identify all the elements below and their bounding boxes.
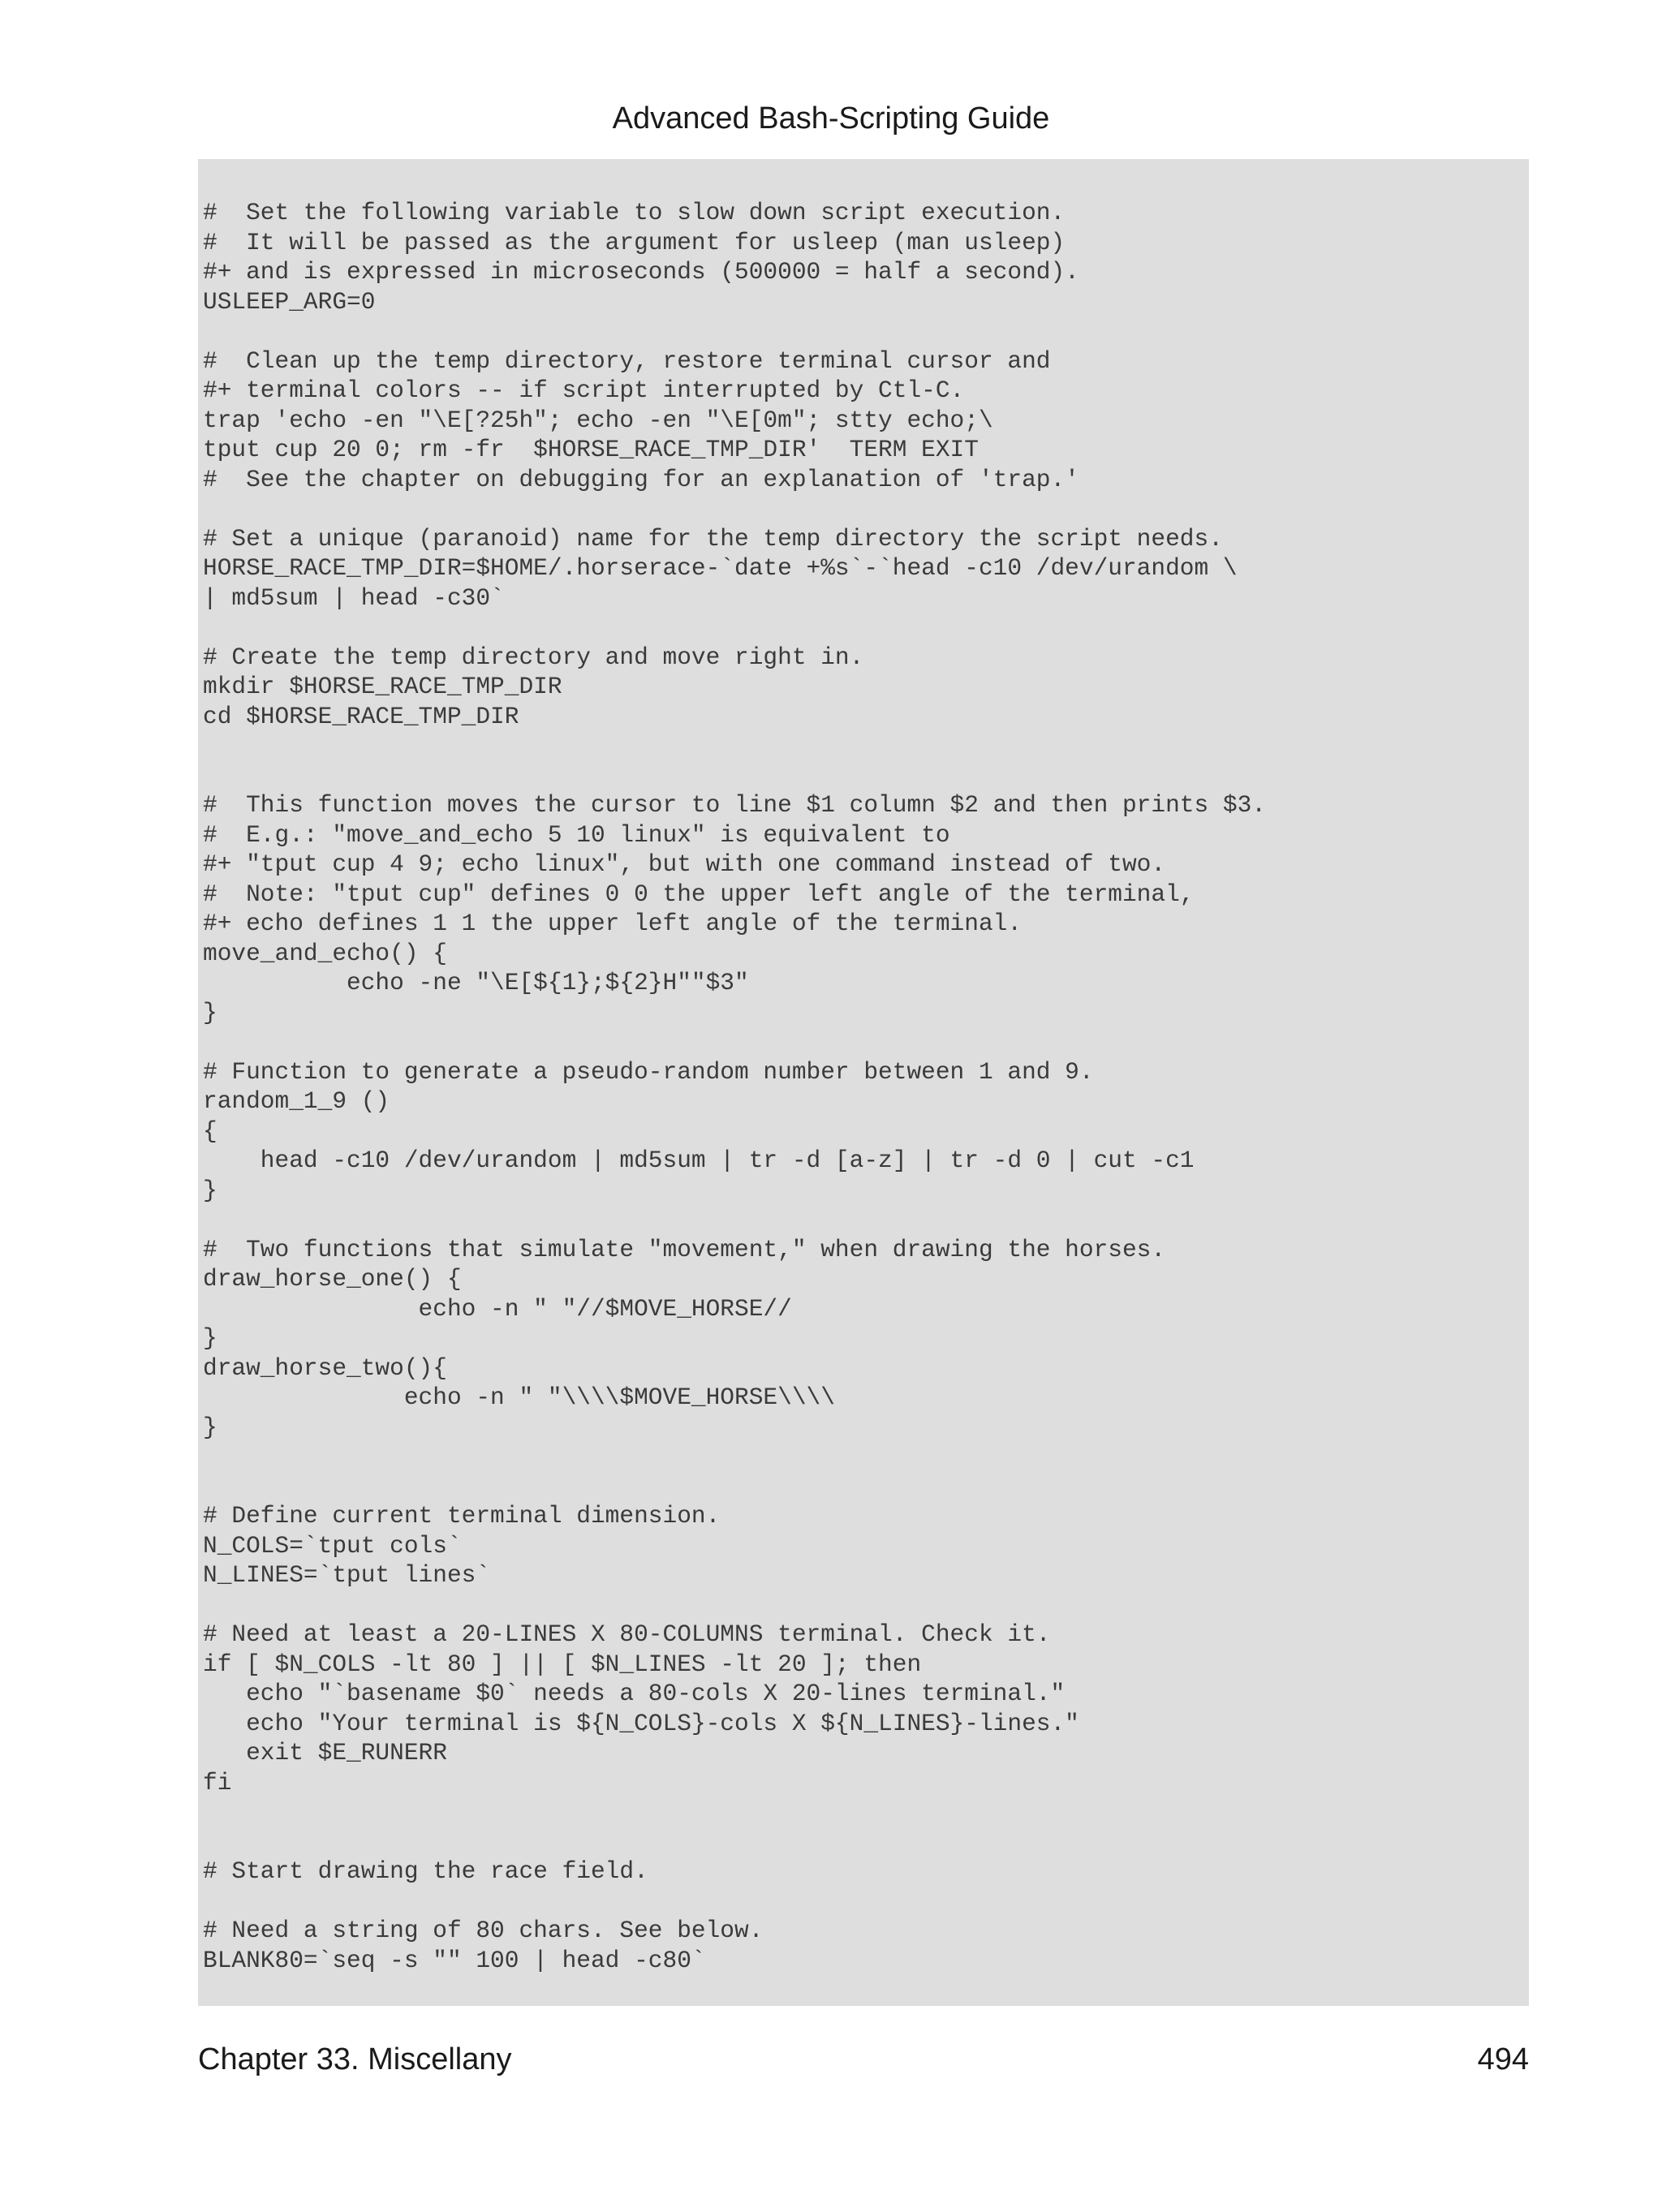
code-line: # Clean up the temp directory, restore terminal cursor and	[203, 346, 1051, 375]
code-line	[203, 494, 1529, 524]
code-line	[203, 1027, 1529, 1057]
code-line: # Set the following variable to slow down script execution.	[203, 199, 1066, 226]
code-line: # This function moves the cursor to line $1 column $2 and then prints $3.	[203, 791, 1267, 819]
code-line: #+ and is expressed in microseconds (500000 = half a second).	[203, 258, 1079, 286]
code-line: # Note: "tput cup" defines 0 0 the upper left angle of the terminal,	[203, 880, 1195, 908]
footer-chapter-title: Chapter 33. Miscellany	[198, 2042, 512, 2076]
code-line: }	[203, 1324, 217, 1352]
code-block	[203, 198, 1529, 1975]
code-line	[203, 1797, 1529, 1827]
code-line: echo -n " "\\\\$MOVE_HORSE\\\\	[203, 1384, 835, 1411]
footer-page-number: 494	[1477, 2042, 1529, 2076]
code-line: cd $HORSE_RACE_TMP_DIR	[203, 702, 519, 730]
code-line: echo "`basename $0` needs a 80-cols X 20-lines terminal."	[203, 1680, 1066, 1707]
page-footer	[198, 2037, 1529, 2082]
code-line: }	[203, 1413, 217, 1441]
code-line: }	[203, 1176, 217, 1204]
code-line: }	[203, 998, 217, 1026]
code-line	[203, 761, 1529, 791]
code-line	[203, 1472, 1529, 1502]
code-line: random_1_9 ()	[203, 1087, 390, 1115]
code-line	[203, 1590, 1529, 1620]
code-line: # Set a unique (paranoid) name for the temp directory the script needs.	[203, 524, 1223, 553]
code-listing	[198, 159, 1529, 2006]
code-line	[203, 1887, 1529, 1917]
code-line: BLANK80=`seq -s "" 100 | head -c80`	[203, 1946, 706, 1974]
code-line: # Start drawing the race field.	[203, 1857, 648, 1885]
code-line: fi	[203, 1768, 232, 1797]
code-line: echo -ne "\E[${1};${2}H""$3"	[203, 969, 749, 996]
code-line	[203, 731, 1529, 761]
code-line: echo "Your terminal is ${N_COLS}-cols X ${N_LINES}-lines."	[203, 1709, 1079, 1737]
code-line: draw_horse_two(){	[203, 1353, 447, 1382]
code-line: draw_horse_one() {	[203, 1265, 462, 1293]
code-line: # It will be passed as the argument for usleep (man usleep)	[203, 228, 1066, 256]
code-line: # See the chapter on debugging for an explanation of 'trap.'	[203, 465, 1079, 493]
page-header: Advanced Bash-Scripting Guide	[612, 101, 1050, 136]
code-line: mkdir $HORSE_RACE_TMP_DIR	[203, 673, 562, 700]
code-line: USLEEP_ARG=0	[203, 287, 376, 316]
code-line: #+ "tput cup 4 9; echo linux", but with one command instead of two.	[203, 850, 1166, 878]
code-line	[203, 1827, 1529, 1857]
code-line: exit $E_RUNERR	[203, 1739, 447, 1767]
code-line	[203, 1205, 1529, 1235]
code-line: tput cup 20 0; rm -fr $HORSE_RACE_TMP_DIR' TERM EXIT	[203, 436, 979, 463]
code-line: N_COLS=`tput cols`	[203, 1531, 462, 1560]
code-line: # Function to generate a pseudo-random number between 1 and 9.	[203, 1057, 1094, 1086]
code-line: #+ terminal colors -- if script interrupted by Ctl-C.	[203, 377, 965, 404]
code-line: if [ $N_COLS -lt 80 ] || [ $N_LINES -lt 20 ]; then	[203, 1650, 922, 1678]
code-line: N_LINES=`tput lines`	[203, 1561, 491, 1589]
code-line: # Define current terminal dimension.	[203, 1502, 721, 1530]
code-line: #+ echo defines 1 1 the upper left angle of the terminal.	[203, 910, 1023, 937]
code-line: # Need a string of 80 chars. See below.	[203, 1917, 764, 1944]
code-line: {	[203, 1117, 217, 1145]
code-line: head -c10 /dev/urandom | md5sum | tr -d [a-z] | tr -d 0 | cut -c1	[203, 1147, 1195, 1174]
code-line: # Need at least a 20-LINES X 80-COLUMNS terminal. Check it.	[203, 1620, 1051, 1648]
code-line: trap 'echo -en "\E[?25h"; echo -en "\E[0m"; stty echo;\	[203, 406, 993, 434]
code-line: HORSE_RACE_TMP_DIR=$HOME/.horserace-`date +%s`-`head -c10 /dev/urandom \	[203, 554, 1238, 582]
code-line: # Create the temp directory and move right in.	[203, 643, 864, 671]
code-line	[203, 613, 1529, 643]
code-line	[203, 316, 1529, 346]
code-line	[203, 1442, 1529, 1472]
code-line: move_and_echo() {	[203, 939, 447, 967]
code-line: # Two functions that simulate "movement," when drawing the horses.	[203, 1235, 1166, 1263]
code-line: | md5sum | head -c30`	[203, 583, 505, 612]
code-line: # E.g.: "move_and_echo 5 10 linux" is equivalent to	[203, 820, 950, 849]
code-line: echo -n " "//$MOVE_HORSE//	[203, 1294, 792, 1323]
